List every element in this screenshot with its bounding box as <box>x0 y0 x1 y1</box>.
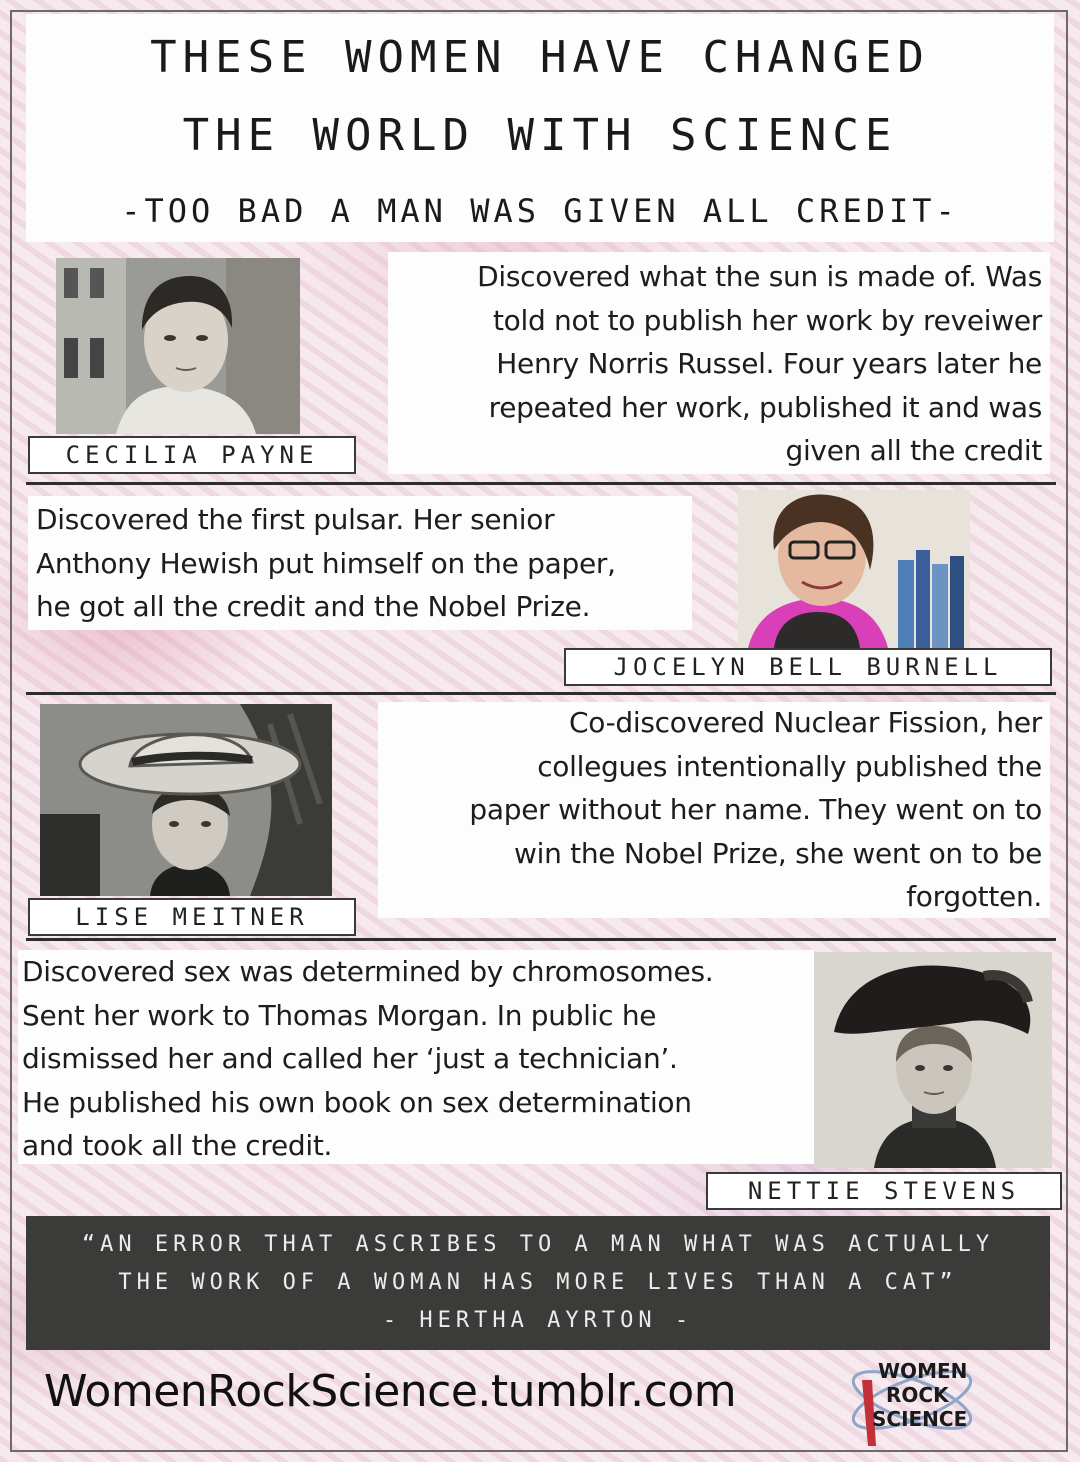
svg-text:ROCK: ROCK <box>886 1383 949 1407</box>
lise-meitner-description <box>378 701 1042 919</box>
description-line: told not to publish her work by reveiwer <box>492 303 1042 337</box>
women-rock-science-logo <box>842 1350 982 1450</box>
lise-meitner-photo <box>40 704 332 896</box>
svg-text:SCIENCE: SCIENCE <box>872 1407 968 1431</box>
description-line: he got all the credit and the Nobel Prize. <box>36 590 591 623</box>
description-line: given all the credit <box>785 434 1042 467</box>
title-box <box>26 14 1054 242</box>
divider-2 <box>26 692 1056 695</box>
description-line: Anthony Hewish put himself on the paper, <box>36 546 616 580</box>
description-line: Discovered sex was determined by chromosomes. <box>22 955 714 988</box>
jocelyn-bell-burnell-description <box>36 498 696 629</box>
cecilia-payne-name: CECILIA PAYNE <box>28 436 356 474</box>
description-line: Discovered what the sun is made of. Was <box>477 260 1042 293</box>
subtitle: -TOO BAD A MAN WAS GIVEN ALL CREDIT- <box>121 192 959 230</box>
description-line: Sent her work to Thomas Morgan. In public he <box>22 998 657 1032</box>
nettie-stevens-name: NETTIE STEVENS <box>706 1172 1062 1210</box>
divider-3 <box>26 938 1056 941</box>
cecilia-payne-description <box>388 255 1042 473</box>
description-line: collegues intentionally published the <box>537 749 1042 783</box>
nettie-stevens-description <box>22 950 822 1168</box>
svg-text:WOMEN: WOMEN <box>878 1359 968 1383</box>
jocelyn-bell-burnell-photo <box>738 490 970 648</box>
nettie-stevens-photo <box>814 952 1052 1168</box>
description-line: repeated her work, published it and was <box>488 390 1042 424</box>
quote-box <box>26 1216 1050 1350</box>
quote-line-2: THE WORK OF A WOMAN HAS MORE LIVES THAN A CAT” <box>118 1270 958 1295</box>
description-line: win the Nobel Prize, she went on to be <box>514 836 1042 870</box>
site-url: WomenRockScience.tumblr.com <box>44 1366 737 1417</box>
description-line: Co-discovered Nuclear Fission, her <box>569 706 1042 739</box>
description-line: Henry Norris Russel. Four years later he <box>496 347 1042 380</box>
quote-line-1: “AN ERROR THAT ASCRIBES TO A MAN WHAT WAS ACTUALLY <box>81 1232 995 1257</box>
lise-meitner-name: LISE MEITNER <box>28 898 356 936</box>
cecilia-payne-photo <box>56 258 300 434</box>
description-line: dismissed her and called her ‘just a technician’. <box>22 1042 678 1075</box>
divider-1 <box>26 482 1056 485</box>
description-line: and took all the credit. <box>22 1129 333 1162</box>
title-line-2: THE WORLD WITH SCIENCE <box>182 110 898 161</box>
description-line: Discovered the first pulsar. Her senior <box>36 503 555 536</box>
quote-attribution: - HERTHA AYRTON - <box>382 1308 694 1333</box>
jocelyn-bell-burnell-name: JOCELYN BELL BURNELL <box>564 648 1052 686</box>
description-line: He published his own book on sex determination <box>22 1085 692 1119</box>
description-line: forgotten. <box>906 880 1042 913</box>
title-line-1: THESE WOMEN HAVE CHANGED <box>150 32 930 83</box>
description-line: paper without her name. They went on to <box>469 793 1042 826</box>
